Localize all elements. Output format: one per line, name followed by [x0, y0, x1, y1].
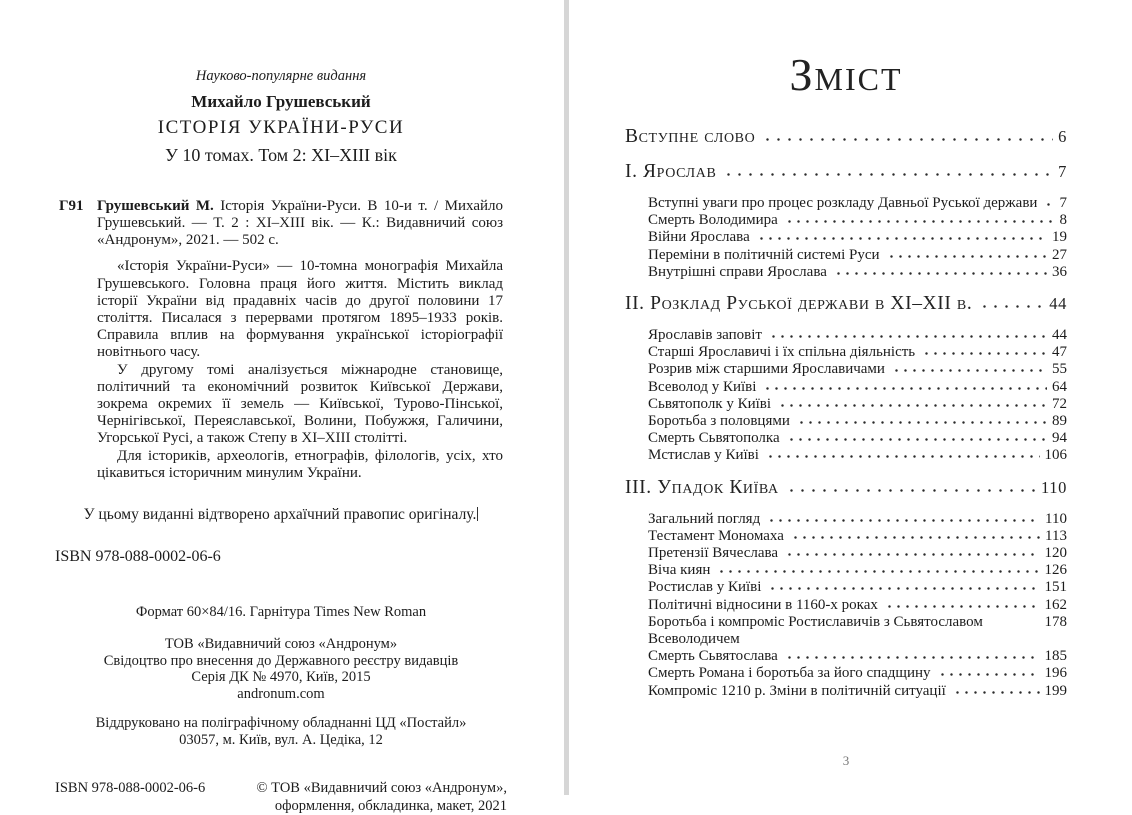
- dot-leader: [785, 437, 1047, 442]
- dot-leader: [784, 488, 1036, 493]
- dot-leader: [764, 454, 1040, 459]
- book-subtitle: У 10 томах. Том 2: XI–XIII вік: [165, 145, 397, 165]
- dot-leader: [795, 420, 1047, 425]
- dot-leader: [721, 172, 1053, 177]
- toc-page-number: 7: [1058, 162, 1067, 181]
- toc-page-number: 199: [1044, 682, 1067, 699]
- toc-page-number: 6: [1058, 127, 1067, 146]
- dot-leader: [883, 604, 1040, 609]
- toc-label: Сьвятополк у Київі: [648, 395, 772, 412]
- toc-label: Смерть Сьвятополка: [648, 430, 780, 447]
- toc-label: Старші Ярославичі і їх спільна діяльність: [648, 344, 916, 361]
- toc-page-number: 72: [1052, 395, 1067, 412]
- toc-page-number: 196: [1044, 665, 1067, 682]
- copyright-line: оформлення, обкладинка, макет, 2021: [274, 797, 507, 814]
- toc-page-number: 55: [1052, 361, 1067, 378]
- toc-entry-row: [625, 597, 1067, 614]
- toc-entry-row: [625, 361, 1067, 378]
- toc-heading-row: [625, 292, 1067, 316]
- toc-entry-row: [625, 447, 1067, 464]
- toc-entry-row: [625, 545, 1067, 562]
- toc-entry-row: [625, 511, 1067, 528]
- archaic-note-text: У цьому виданні відтворено архаїчний правопис оригіналу.: [83, 506, 477, 524]
- dot-leader: [783, 552, 1039, 557]
- bib-description: Історія України-Руси. В 10-и т. / Михайло Грушевський. — Т. 2 : XI–XIII вік. — К.: Видавничий союз «Андронум», 2021. — 502 с.: [97, 198, 503, 248]
- toc-entry-row: [625, 212, 1067, 229]
- dot-leader: [783, 655, 1040, 660]
- format-line: Формат 60×84/16. Гарнітура Times New Roman: [135, 604, 427, 621]
- publisher-line: ТОВ «Видавничий союз «Андронум»: [164, 636, 398, 653]
- page-gutter-divider: [564, 0, 569, 795]
- imprint-footer: [55, 780, 507, 815]
- toc-label: ІІ. Розклад Руської держави в XI–XII в.: [625, 293, 973, 315]
- print-block: [55, 715, 507, 748]
- dot-leader: [920, 351, 1047, 356]
- catalog-code: Г91: [59, 198, 84, 214]
- dot-leader: [789, 535, 1040, 540]
- contents-page: [625, 0, 1067, 795]
- toc-entry-row: [625, 430, 1067, 447]
- publisher-line: Свідоцтво про внесення до Державного реєстру видавців: [103, 652, 459, 669]
- toc-page-number: 19: [1052, 229, 1067, 246]
- dot-leader: [1042, 202, 1054, 207]
- toc-page-number: 44: [1049, 294, 1067, 314]
- annotation: [97, 258, 503, 482]
- contents-title: Зміст: [789, 49, 903, 100]
- dot-leader: [776, 403, 1047, 408]
- toc-page-number: 120: [1044, 545, 1067, 562]
- toc-entry-row: [625, 614, 1067, 648]
- toc-page-number: 89: [1052, 413, 1067, 430]
- toc-page-number: 110: [1045, 510, 1067, 527]
- toc-entry-row: [625, 528, 1067, 545]
- toc-label: Боротьба з половцями: [648, 413, 790, 430]
- toc-page-number: 47: [1052, 344, 1067, 361]
- toc-label: Внутрішні справи Ярослава: [648, 263, 827, 280]
- edition-type: Науково-популярне видання: [195, 68, 367, 84]
- toc-page-number: 185: [1044, 648, 1067, 665]
- dot-leader: [767, 334, 1047, 339]
- dot-leader: [890, 368, 1047, 373]
- dot-leader: [766, 586, 1039, 591]
- footer-isbn: ISBN 978-088-0002-06-6: [55, 780, 206, 797]
- publisher-block: [55, 636, 507, 702]
- toc-label: Переміни в політичній системі Руси: [648, 246, 880, 263]
- dot-leader: [760, 137, 1053, 142]
- toc-entry-row: [625, 665, 1067, 682]
- archaic-note: [55, 506, 507, 524]
- annotation-paragraph: У другому томі аналізується міжнародне становище, політичний та економічний розвиток Київської Держави, зокрема окремих її земель — Київської, Турово-Пінської, Чернігівської, Переяславської, Волини, Побужжя, Галичини, Угорської Русі, а також Степу в XI–XIII столітті.: [97, 361, 503, 447]
- toc-heading-row: [625, 125, 1067, 149]
- toc-label: Мстислав у Київі: [648, 447, 759, 464]
- toc-entry-row: [625, 327, 1067, 344]
- toc-label: Претензії Вячеслава: [648, 545, 779, 562]
- toc-heading-row: [625, 476, 1067, 500]
- book-author: Михайло Грушевський: [191, 92, 371, 111]
- toc-list: [625, 125, 1067, 700]
- dot-leader: [761, 386, 1047, 391]
- toc-page-number: 113: [1045, 527, 1067, 544]
- toc-entry-row: [625, 396, 1067, 413]
- print-line: Віддруковано на поліграфічному обладнанні ЦД «Постайл»: [95, 715, 467, 732]
- toc-page-number: 162: [1044, 596, 1067, 613]
- toc-label: Вступне слово: [625, 126, 756, 147]
- toc-page-number: 36: [1052, 263, 1067, 280]
- publisher-line: Серія ДК № 4970, Київ, 2015: [191, 669, 371, 686]
- bib-author: Грушевський М.: [97, 198, 214, 214]
- dot-leader: [936, 672, 1040, 677]
- toc-label: Війни Ярослава: [648, 229, 750, 246]
- dot-leader: [977, 304, 1044, 309]
- toc-label: ІІІ. Упадок Київа: [625, 476, 779, 498]
- annotation-paragraph: «Історія України-Руси» — 10-томна монографія Михайла Грушевського. Головна праця його життя. Містить виклад історії України від прадавніх часів до другої половини 17 століття. Писалася з перервами протягом 1895–1933 років. Справила вплив на формування української історіографії новітнього часу.: [97, 258, 503, 361]
- dot-leader: [715, 569, 1039, 574]
- toc-label: І. Ярослав: [625, 161, 717, 182]
- toc-label: Вступні уваги про процес розкладу Давньої Руської держави: [648, 195, 1038, 211]
- toc-label: Боротьба і компроміс Ростиславичів з Сьвятославом Всеволодичем: [648, 613, 983, 648]
- toc-page-number: 8: [1059, 212, 1067, 229]
- toc-page-number: 110: [1041, 477, 1067, 497]
- toc-page-number: 106: [1044, 447, 1067, 464]
- bibliographic-record: [59, 198, 503, 248]
- toc-page-number: 64: [1052, 378, 1067, 395]
- dot-leader: [783, 219, 1055, 224]
- toc-label: Загальний погляд: [648, 510, 761, 527]
- toc-label: Розрив між старшими Ярославичами: [648, 361, 885, 378]
- text-cursor-artifact: [477, 507, 478, 521]
- toc-label: Компроміс 1210 р. Зміни в політичній ситуації: [648, 682, 946, 699]
- toc-entry-row: [625, 683, 1067, 700]
- publisher-line: andronum.com: [237, 685, 325, 702]
- toc-label: Політичні відносини в 1160-х роках: [648, 596, 878, 613]
- toc-label: Смерть Сьвятослава: [648, 648, 778, 665]
- toc-entry-row: [625, 247, 1067, 264]
- toc-label: Смерть Володимира: [648, 212, 778, 229]
- toc-label: Ростислав у Київі: [648, 579, 762, 596]
- toc-entry-row: [625, 413, 1067, 430]
- print-line: 03057, м. Київ, вул. А. Цедіка, 12: [179, 731, 383, 748]
- copyright-notice: [257, 780, 507, 815]
- imprint-page: [55, 0, 507, 814]
- toc-page-number: 151: [1044, 579, 1067, 596]
- toc-label: Віча киян: [648, 562, 711, 579]
- toc-entry-row: [625, 264, 1067, 281]
- toc-page-number: 44: [1052, 327, 1067, 344]
- copyright-line: © ТОВ «Видавничий союз «Андронум»,: [256, 780, 507, 797]
- toc-page-number: 7: [1059, 195, 1067, 211]
- toc-heading-row: [625, 160, 1067, 184]
- toc-entry-row: [625, 579, 1067, 596]
- toc-label: Тестамент Мономаха: [648, 527, 784, 544]
- toc-label: Ярославів заповіт: [648, 327, 762, 344]
- toc-entry-row: [625, 229, 1067, 246]
- dot-leader: [765, 518, 1040, 523]
- toc-label: Смерть Романа і боротьба за його спадщину: [648, 665, 931, 682]
- page-number-folio: 3: [842, 753, 850, 768]
- toc-label: Всеволод у Київі: [648, 378, 757, 395]
- annotation-paragraph: Для істориків, археологів, етнографів, філологів, усіх, хто цікавиться історичним минулим України.: [97, 447, 503, 481]
- toc-entry-row: [625, 379, 1067, 396]
- toc-page-number: 27: [1052, 246, 1067, 263]
- toc-entry-row: [625, 562, 1067, 579]
- toc-page-number: 126: [1044, 562, 1067, 579]
- dot-leader: [885, 254, 1047, 259]
- dot-leader: [832, 271, 1047, 276]
- book-title: ІСТОРІЯ УКРАЇНИ-РУСИ: [157, 117, 405, 138]
- toc-entry-row: [625, 344, 1067, 361]
- dot-leader: [755, 236, 1047, 241]
- isbn-number: ISBN 978-088-0002-06-6: [55, 548, 221, 566]
- toc-entry-row: [625, 195, 1067, 212]
- dot-leader: [951, 690, 1040, 695]
- toc-page-number: 94: [1052, 430, 1067, 447]
- toc-entry-row: [625, 648, 1067, 665]
- toc-page-number: 178: [1044, 613, 1067, 630]
